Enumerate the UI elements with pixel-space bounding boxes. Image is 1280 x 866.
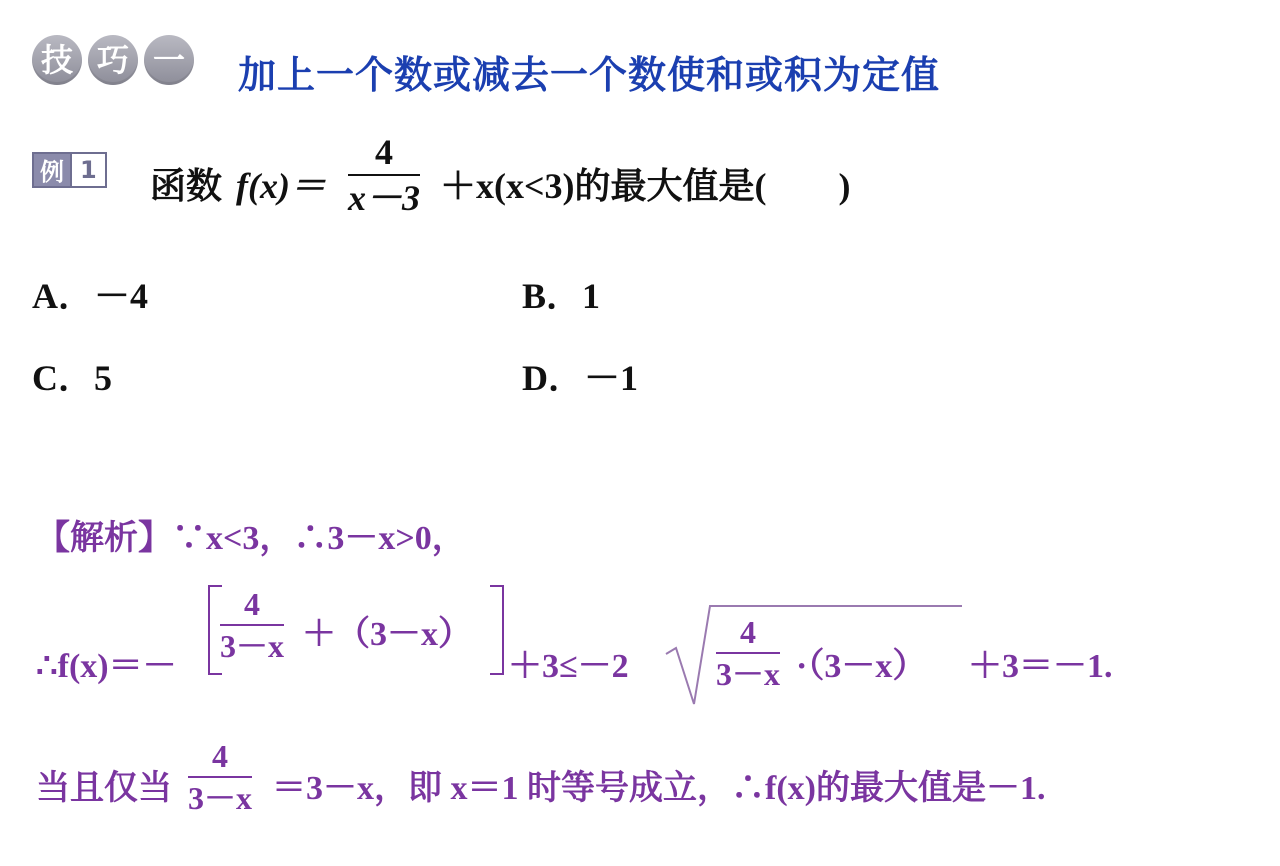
option-a [32,268,148,319]
option-b [522,268,600,319]
badge-yi: 一 [144,35,194,85]
badge-qiao: 巧 [88,35,138,85]
question-stem-suffix: ＋x(x<3)的最大值是( ) [440,166,851,206]
sqrt-frac-den: 3－x [716,656,781,692]
solution-line3-rest: ＝3－x，即 x＝1 时等号成立，∴f(x)的最大值是－1. [272,770,1046,807]
solution-line2-sqrt-rest: ·（3－x） [796,648,927,685]
question-fraction [348,134,420,216]
solution-line3-prefix: 当且仅当 [36,770,172,807]
solution-line2-fraction [220,588,284,662]
question-frac-den: x－3 [348,178,421,218]
badge-ji: 技 [32,35,82,85]
example-tag [32,152,107,188]
option-a-label: A． [32,276,94,316]
option-c-label: C． [32,358,94,398]
question-fx: f(x)＝ [236,166,326,206]
solution-line2-bracket-rest: ＋（3－x） [302,616,472,653]
section-title: 加上一个数或减去一个数使和或积为定值 [238,53,941,97]
solution-line-1: 【解析】∵x<3，∴3－x>0， [36,520,466,557]
option-c [32,350,112,401]
question-stem-prefix: 函数 [150,166,223,207]
example-tag-label: 例 [32,152,72,188]
question-frac-num: 4 [375,132,393,172]
solution-line3-fraction [188,740,252,814]
option-d-value: －1 [584,358,639,398]
line2-frac-den: 3－x [220,628,285,664]
line2-frac-bar [220,624,284,626]
option-c-value: 5 [94,358,112,398]
solution-line2-prefix: ∴f(x)＝－ [36,648,177,685]
option-d-label: D． [522,358,584,398]
solution-line2-end: ＋3＝－1. [968,648,1113,685]
option-a-value: －4 [94,276,149,316]
question-frac-bar [348,174,420,176]
option-b-label: B． [522,276,583,316]
line2-frac-num: 4 [244,586,260,622]
sqrt-frac-bar [716,652,780,654]
line3-frac-bar [188,776,252,778]
line3-frac-num: 4 [212,738,228,774]
right-bracket [490,585,504,675]
solution-line2-sqrt-fraction [716,616,780,690]
line3-frac-den: 3－x [188,780,253,816]
option-d [522,350,638,401]
sqrt-frac-num: 4 [740,614,756,650]
solution-line2-middle: ＋3≤－2 [508,648,629,685]
example-tag-number: 1 [72,152,107,188]
option-b-value: 1 [582,276,601,316]
